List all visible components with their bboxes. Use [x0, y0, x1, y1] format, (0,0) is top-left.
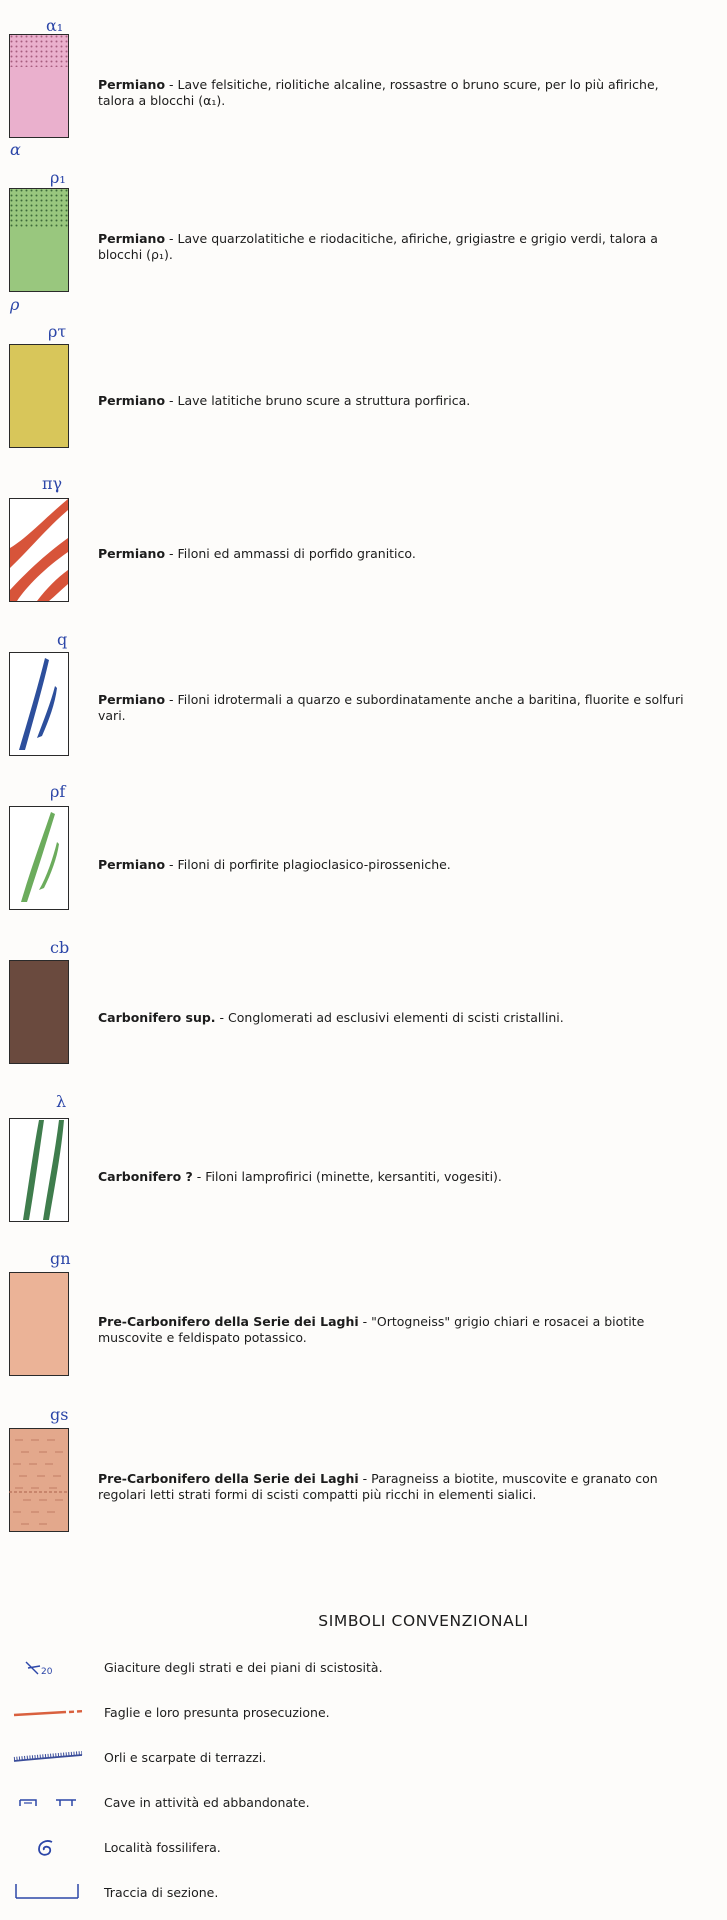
lamprophyre-dike-swatch — [9, 1118, 69, 1222]
legend-text: Lave latitiche bruno scure a struttura porfirica. — [177, 393, 471, 408]
symbol-label: Faglie e loro presunta prosecuzione. — [104, 1705, 330, 1720]
terrace-edge-icon — [8, 1746, 84, 1770]
legend-description: Permiano - Lave felsitiche, riolitiche alcaline, rossastre o bruno scure, per lo più afiriche, talora a blocchi (α₁). — [98, 77, 659, 108]
legend-lower-code: ρ — [10, 295, 20, 314]
legend-name: Permiano — [98, 77, 166, 92]
legend-name: Permiano — [98, 857, 166, 872]
legend-text: Filoni lamprofirici (minette, kersantiti, vogesiti). — [205, 1169, 502, 1184]
legend-description: Permiano - Filoni di porfirite plagioclasico-pirosseniche. — [98, 857, 451, 872]
symbol-label: Cave in attività ed abbandonate. — [104, 1795, 310, 1810]
symbol-row-strike-dip — [0, 1656, 727, 1680]
legend-code: ρτ — [48, 322, 67, 341]
legend-code: ρ₁ — [50, 168, 66, 187]
legend-description: Permiano - Lave latitiche bruno scure a struttura porfirica. — [98, 393, 471, 408]
legend-code: gn — [50, 1249, 71, 1268]
latite-lava-swatch — [9, 344, 69, 448]
legend-text: Paragneiss a biotite, muscovite e granato con regolari letti strati formi di scisti compatti più ricchi in elementi sialici. — [98, 1471, 658, 1502]
symbol-label: Orli e scarpate di terrazzi. — [104, 1750, 267, 1765]
dip-value: 20 — [41, 1667, 53, 1677]
legend-text: Conglomerati ad esclusivi elementi di scisti cristallini. — [228, 1010, 564, 1025]
legend-name: Carbonifero ? — [98, 1169, 193, 1184]
legend-name: Permiano — [98, 692, 166, 707]
quartz-vein-swatch — [9, 652, 69, 756]
felsitic-lava-swatch — [9, 34, 69, 138]
quarry-icon — [8, 1791, 84, 1815]
symbol-row-terrace — [0, 1746, 727, 1770]
legend-text: Filoni di porfirite plagioclasico-pirosseniche. — [177, 857, 451, 872]
symbols-title: SIMBOLI CONVENZIONALI — [318, 1612, 529, 1630]
legend-name: Pre-Carbonifero della Serie dei Laghi — [98, 1314, 359, 1329]
legend-name: Pre-Carbonifero della Serie dei Laghi — [98, 1471, 359, 1486]
orthogneiss-swatch — [9, 1272, 69, 1376]
conglomerate-swatch — [9, 960, 69, 1064]
legend-name: Carbonifero sup. — [98, 1010, 216, 1025]
symbol-row-section — [0, 1881, 727, 1905]
symbol-row-fault — [0, 1701, 727, 1725]
section-trace-icon — [8, 1881, 84, 1905]
legend-description: Carbonifero ? - Filoni lamprofirici (minette, kersantiti, vogesiti). — [98, 1169, 502, 1184]
legend-name: Permiano — [98, 231, 166, 246]
symbol-label: Giaciture degli strati e dei piani di scistosità. — [104, 1660, 383, 1675]
legend-description: Permiano - Filoni ed ammassi di porfido granitico. — [98, 546, 416, 561]
legend-code: cb — [50, 938, 70, 957]
symbol-label: Traccia di sezione. — [104, 1885, 219, 1900]
legend-name: Permiano — [98, 546, 166, 561]
legend-name: Permiano — [98, 393, 166, 408]
legend-code: ρf — [50, 782, 66, 801]
legend-lower-code: α — [10, 140, 21, 159]
legend-description: Carbonifero sup. - Conglomerati ad esclusivi elementi di scisti cristallini. — [98, 1010, 564, 1025]
legend-code: q — [57, 630, 68, 649]
legend-code: gs — [50, 1405, 69, 1424]
paragneiss-swatch — [9, 1428, 69, 1532]
legend-text: Lave felsitiche, riolitiche alcaline, rossastre o bruno scure, per lo più afiriche, talora a blocchi (α₁). — [98, 77, 659, 108]
legend-text: Filoni ed ammassi di porfido granitico. — [177, 546, 416, 561]
quartzlatite-lava-swatch — [9, 188, 69, 292]
legend-code: πγ — [42, 474, 63, 493]
legend-text: Filoni idrotermali a quarzo e subordinatamente anche a baritina, fluorite e solfuri vari. — [98, 692, 684, 723]
legend-text: Lave quarzolatitiche e riodacitiche, afiriche, grigiastre e grigio verdi, talora a blocchi (ρ₁). — [98, 231, 658, 262]
symbol-label: Località fossilifera. — [104, 1840, 221, 1855]
legend-description: Pre-Carbonifero della Serie dei Laghi - Paragneiss a biotite, muscovite e granato con regolari letti strati formi di scisti compatti più ricchi in elementi sialici. — [98, 1471, 658, 1502]
legend-code: α₁ — [46, 16, 64, 35]
symbol-row-quarry — [0, 1791, 727, 1815]
strike-dip-icon — [8, 1656, 84, 1680]
legend-text: "Ortogneiss" grigio chiari e rosacei a biotite muscovite e feldispato potassico. — [98, 1314, 645, 1345]
granite-porphyry-dike-swatch — [9, 498, 69, 602]
legend-description: Permiano - Lave quarzolatitiche e riodacitiche, afiriche, grigiastre e grigio verdi, talora a blocchi (ρ₁). — [98, 231, 658, 262]
legend-description: Pre-Carbonifero della Serie dei Laghi - "Ortogneiss" grigio chiari e rosacei a biotite muscovite e feldispato potassico. — [98, 1314, 645, 1345]
fault-line-icon — [8, 1701, 84, 1725]
porphyrite-dike-swatch — [9, 806, 69, 910]
fossil-icon — [8, 1836, 84, 1860]
legend-description: Permiano - Filoni idrotermali a quarzo e subordinatamente anche a baritina, fluorite e solfuri vari. — [98, 692, 684, 723]
symbol-row-fossil — [0, 1836, 727, 1860]
legend-code: λ — [56, 1092, 67, 1111]
